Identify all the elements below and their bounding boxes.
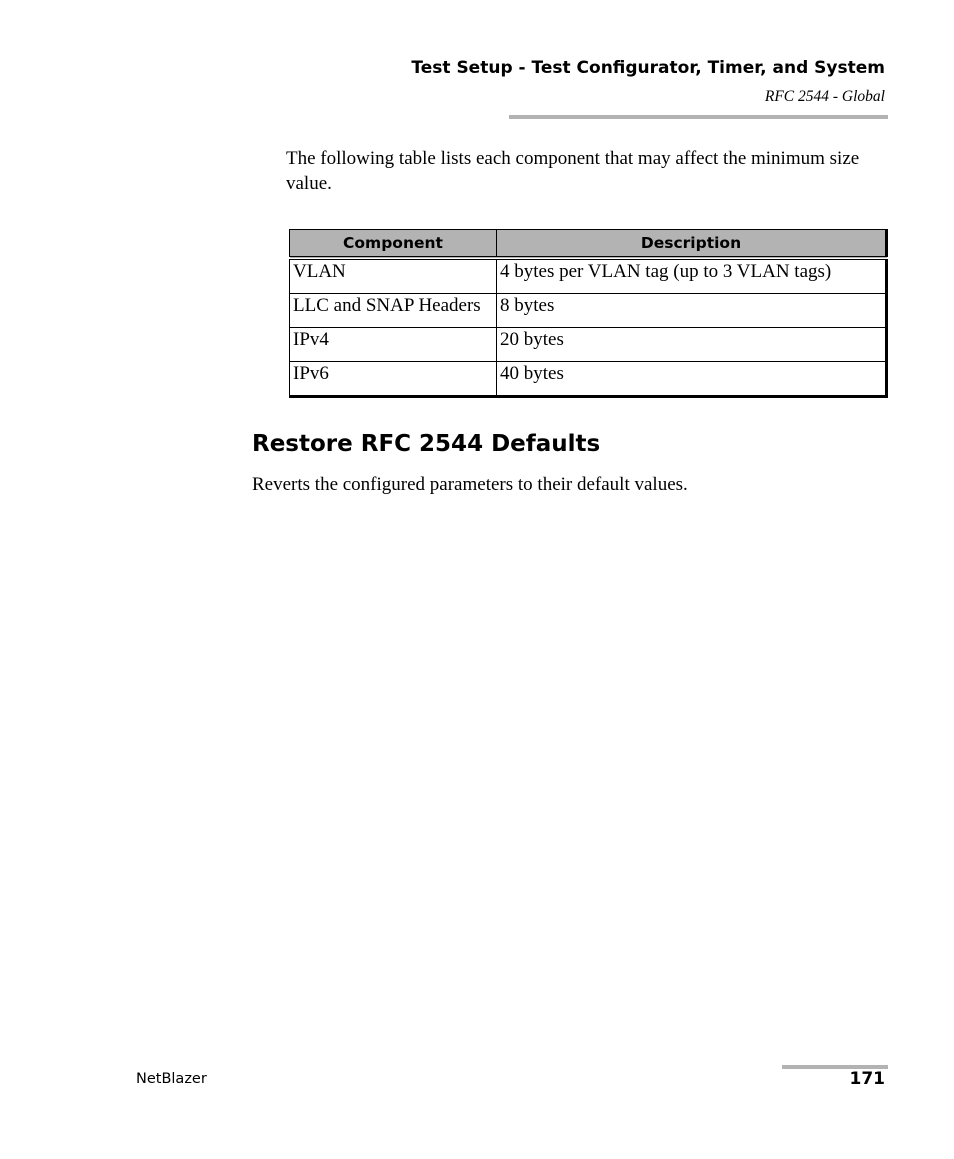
page-number: 171	[849, 1069, 885, 1089]
running-header-subtitle: RFC 2544 - Global	[764, 88, 885, 105]
table-cell-description: 40 bytes	[497, 362, 887, 397]
column-header-component: Component	[290, 230, 497, 259]
intro-paragraph: The following table lists each component that may affect the minimum size value.	[286, 148, 860, 194]
table-row	[290, 294, 887, 328]
running-header-title: Test Setup - Test Configurator, Timer, and System	[411, 58, 885, 78]
header-rule	[509, 115, 888, 119]
table-cell-component: IPv6	[290, 362, 497, 397]
table-cell-description: 20 bytes	[497, 328, 887, 362]
column-header-description: Description	[497, 230, 887, 259]
section-body: Reverts the configured parameters to their default values.	[252, 474, 688, 495]
table-row	[290, 362, 887, 397]
table-cell-description: 4 bytes per VLAN tag (up to 3 VLAN tags)	[497, 258, 887, 294]
footer-product-name: NetBlazer	[136, 1071, 207, 1087]
table-header-row	[290, 230, 887, 259]
table-row	[290, 328, 887, 362]
table-cell-component: IPv4	[290, 328, 497, 362]
table-cell-description: 8 bytes	[497, 294, 887, 328]
table-cell-component: VLAN	[290, 258, 497, 294]
section-heading: Restore RFC 2544 Defaults	[252, 431, 601, 457]
table-row	[290, 258, 887, 294]
table-cell-component: LLC and SNAP Headers	[290, 294, 497, 328]
component-table	[289, 229, 888, 398]
